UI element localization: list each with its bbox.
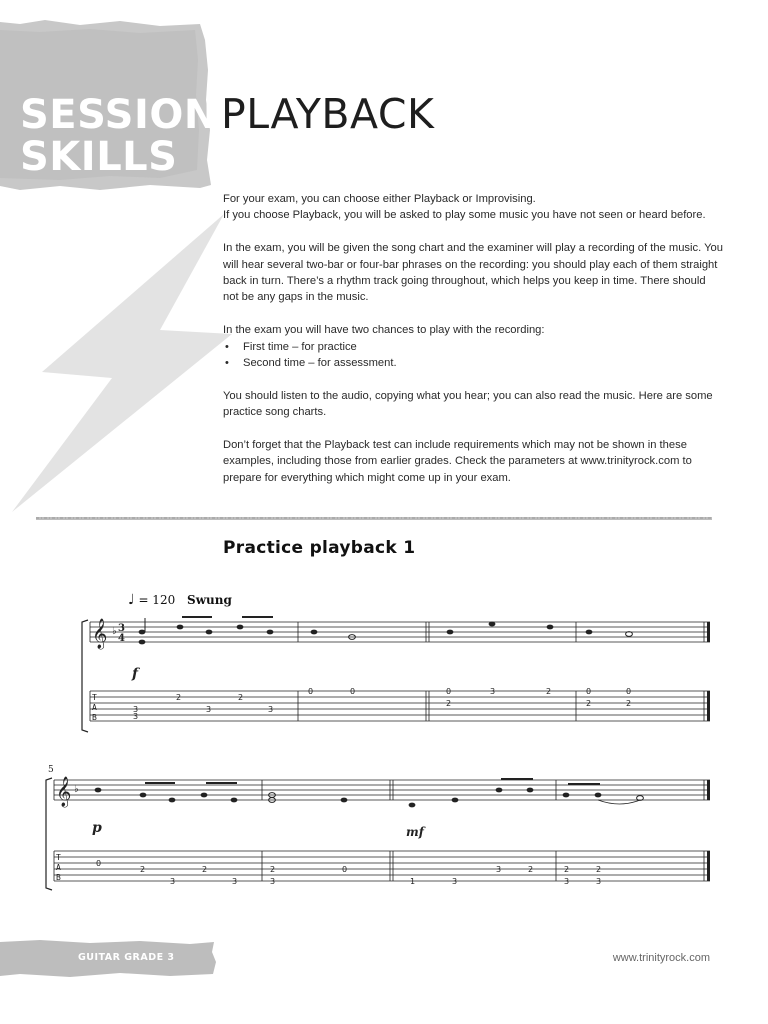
tab-letter: A: [92, 703, 97, 712]
tab-letter: A: [56, 863, 61, 872]
svg-text:2: 2: [528, 865, 534, 874]
practice-title: Practice playback 1: [223, 538, 416, 558]
svg-text:0: 0: [586, 687, 592, 696]
svg-text:♭: ♭: [112, 626, 117, 637]
score-system-2: [0, 760, 768, 900]
svg-text:3: 3: [452, 877, 458, 886]
section-label-line-1: SESSION: [20, 92, 218, 138]
svg-text:2: 2: [446, 699, 452, 708]
svg-text:𝄞: 𝄞: [56, 777, 72, 807]
svg-text:3: 3: [232, 877, 238, 886]
svg-text:3: 3: [268, 705, 274, 714]
svg-text:3: 3: [270, 877, 276, 886]
tab-letter: T: [92, 693, 97, 702]
svg-text:2: 2: [176, 693, 182, 702]
svg-text:0: 0: [350, 687, 356, 696]
section-label: [20, 94, 218, 178]
tab-letter: B: [56, 873, 61, 882]
list-item: • First time – for practice: [223, 339, 723, 355]
chances-intro: In the exam you will have two chances to play with the recording:: [223, 324, 545, 337]
svg-text:3: 3: [133, 705, 139, 714]
svg-text:4: 4: [118, 633, 125, 644]
svg-text:2: 2: [586, 699, 592, 708]
svg-text:3: 3: [564, 877, 570, 886]
svg-text:♭: ♭: [74, 784, 79, 795]
time-signature: 3: [118, 623, 125, 634]
tempo-feel: Swung: [187, 593, 232, 607]
dynamic-marking: p: [92, 820, 102, 836]
dynamic-marking: f: [132, 666, 139, 682]
svg-text:0: 0: [308, 687, 314, 696]
tempo-marking: [128, 592, 232, 608]
tempo-value: = 120: [138, 593, 176, 607]
svg-text:3: 3: [596, 877, 602, 886]
svg-text:0: 0: [96, 859, 102, 868]
intro-line-1: For your exam, you can choose either Playback or Improvising.: [223, 193, 536, 205]
svg-text:2: 2: [546, 687, 552, 696]
svg-text:3: 3: [496, 865, 502, 874]
score-system-1: [0, 612, 768, 734]
exam-paragraph: In the exam, you will be given the song chart and the examiner will play a recording of the music. You will hear several two-bar or four-bar phrases on the recording: you should play each of them straight back in turn. There’s a rhythm track going throughout, which helps you keep in time. There should not be any gaps in the music.: [223, 242, 723, 304]
footer-label: GUITAR GRADE 3: [78, 952, 175, 963]
svg-text:2: 2: [626, 699, 632, 708]
svg-text:2: 2: [564, 865, 570, 874]
svg-text:3: 3: [206, 705, 212, 714]
page-title: PLAYBACK: [221, 90, 435, 138]
bar-number: 5: [48, 765, 54, 775]
svg-text:3: 3: [490, 687, 496, 696]
svg-text:2: 2: [238, 693, 244, 702]
section-label-line-2: SKILLS: [20, 134, 178, 180]
svg-text:2: 2: [202, 865, 208, 874]
svg-text:2: 2: [270, 865, 276, 874]
divider-rule: [36, 514, 712, 522]
intro-line-2: If you choose Playback, you will be asked to play some music you have not seen or heard before.: [223, 209, 706, 222]
svg-text:3: 3: [133, 712, 139, 721]
tab-letter: B: [92, 713, 97, 722]
svg-text:0: 0: [446, 687, 452, 696]
svg-text:2: 2: [596, 865, 602, 874]
svg-text:𝄞: 𝄞: [92, 619, 108, 649]
intro-paragraph: [223, 191, 723, 224]
svg-text:1: 1: [410, 877, 416, 886]
tab-letter: T: [56, 853, 61, 862]
listen-paragraph: You should listen to the audio, copying what you hear; you can also read the music. Here are some practice song charts.: [223, 389, 713, 419]
body-text: [223, 191, 723, 503]
footer-url: www.trinityrock.com: [612, 952, 710, 964]
lightning-bolt-graphic: [0, 0, 240, 530]
list-item: • Second time – for assessment.: [223, 355, 723, 371]
svg-text:2: 2: [140, 865, 146, 874]
reminder-paragraph: Don’t forget that the Playback test can include requirements which may not be shown in these examples, including those from earlier grades. Check the parameters at www.trinityrock.com to prepare for everything which might come up in your exam.: [223, 439, 692, 484]
svg-text:3: 3: [170, 877, 176, 886]
svg-text:0: 0: [342, 865, 348, 874]
svg-text:0: 0: [626, 687, 632, 696]
chances-list: [223, 339, 723, 372]
quarter-note-icon: ♩: [128, 592, 135, 608]
dynamic-marking: mf: [406, 825, 424, 839]
